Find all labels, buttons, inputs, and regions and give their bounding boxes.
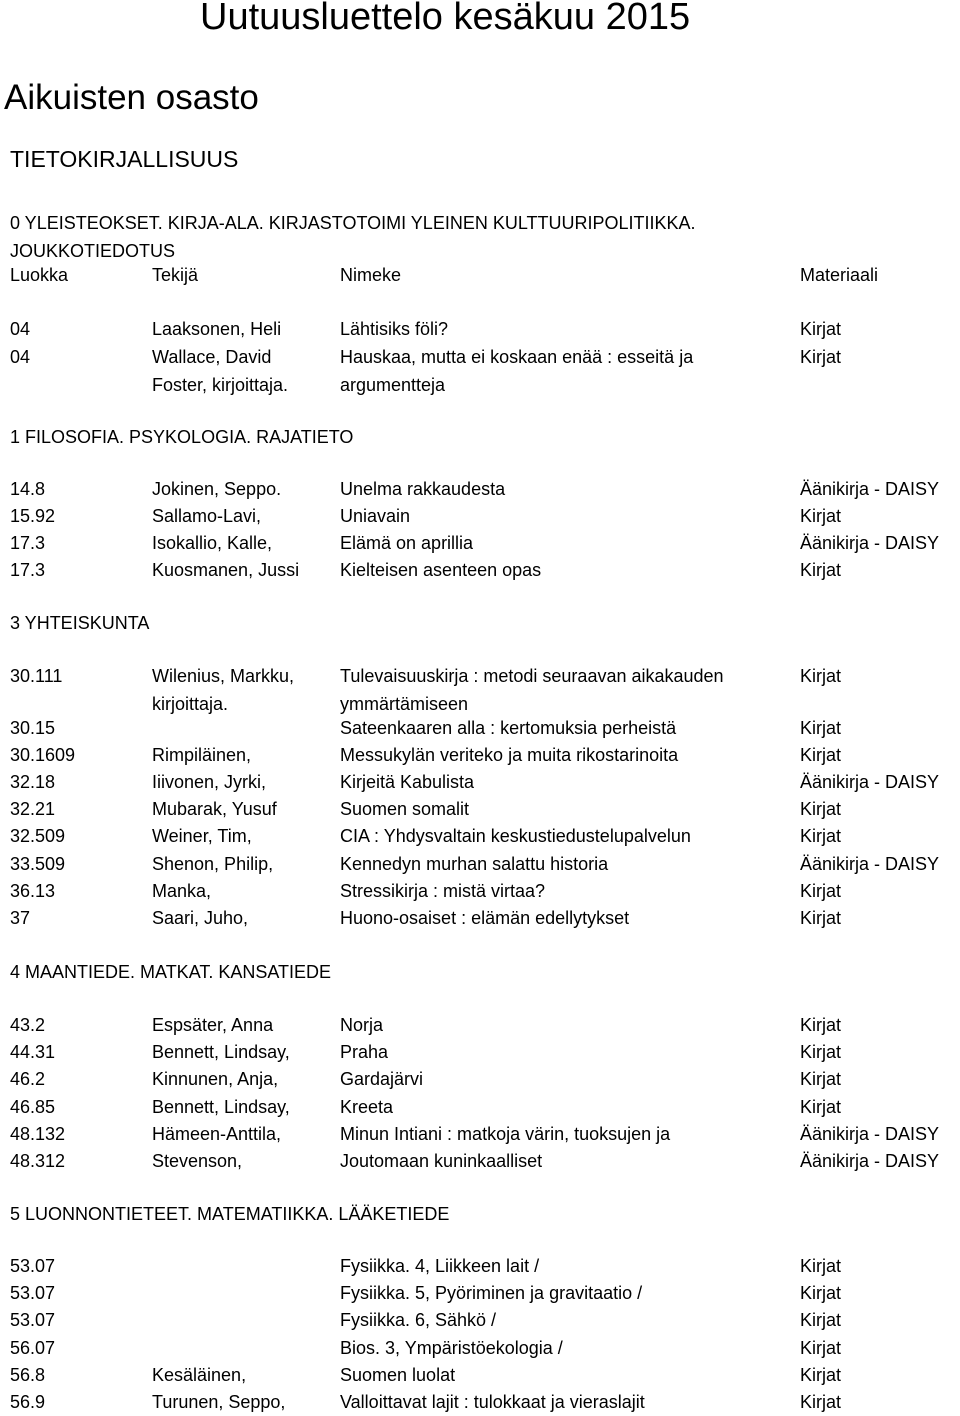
class-cell: 48.132 bbox=[10, 1124, 66, 1144]
material-cell: Äänikirja - DAISY bbox=[800, 533, 940, 553]
material-cell: Kirjat bbox=[800, 347, 842, 367]
class-cell: 32.21 bbox=[10, 799, 56, 819]
author-cell: Isokallio, Kalle, bbox=[152, 533, 273, 553]
title-cell: Kirjeitä Kabulista bbox=[340, 772, 475, 792]
category-heading: 4 MAANTIEDE. MATKAT. KANSATIEDE bbox=[10, 962, 332, 982]
title-cell: Minun Intiani : matkoja värin, tuoksujen ja bbox=[340, 1124, 671, 1144]
material-cell: Kirjat bbox=[800, 799, 842, 819]
material-cell: Kirjat bbox=[800, 1015, 842, 1035]
author-cell: Iiivonen, Jyrki, bbox=[152, 772, 267, 792]
material-cell: Kirjat bbox=[800, 1392, 842, 1412]
title-cell: CIA : Yhdysvaltain keskustiedustelupalvelun bbox=[340, 826, 691, 846]
class-cell: 04 bbox=[10, 347, 31, 367]
class-cell: 33.509 bbox=[10, 854, 66, 874]
title-cell: Sateenkaaren alla : kertomuksia perheistä bbox=[340, 718, 677, 738]
title-cell: Kreeta bbox=[340, 1097, 394, 1117]
author-cell: Bennett, Lindsay, bbox=[152, 1042, 290, 1062]
class-cell: 30.111 bbox=[10, 666, 63, 686]
author-cell: Wallace, David Foster, kirjoittaja. bbox=[152, 347, 289, 395]
title-cell: Joutomaan kuninkaalliset bbox=[340, 1151, 543, 1171]
page-title: Uutuusluettelo kesäkuu 2015 bbox=[200, 0, 691, 38]
material-cell: Äänikirja - DAISY bbox=[800, 479, 940, 499]
class-cell: 56.8 bbox=[10, 1365, 46, 1385]
material-cell: Kirjat bbox=[800, 560, 842, 580]
class-cell: 56.07 bbox=[10, 1338, 56, 1358]
column-header-material: Materiaali bbox=[800, 265, 879, 285]
author-cell: Mubarak, Yusuf bbox=[152, 799, 277, 819]
class-cell: 46.85 bbox=[10, 1097, 56, 1117]
title-cell: Fysiikka. 6, Sähkö / bbox=[340, 1310, 497, 1330]
title-cell: Bios. 3, Ympäristöekologia / bbox=[340, 1338, 563, 1358]
title-cell: Valloittavat lajit : tulokkaat ja vieraslajit bbox=[340, 1392, 645, 1412]
category-heading: 0 YLEISTEOKSET. KIRJA-ALA. KIRJASTOTOIMI YLEINEN KULTTUURIPOLITIIKKA. JOUKKOTIEDOTUS bbox=[10, 213, 696, 261]
category-heading: 1 FILOSOFIA. PSYKOLOGIA. RAJATIETO bbox=[10, 427, 354, 447]
author-cell: Espsäter, Anna bbox=[152, 1015, 274, 1035]
author-cell: Hämeen-Anttila, bbox=[152, 1124, 282, 1144]
author-cell: Shenon, Philip, bbox=[152, 854, 274, 874]
material-cell: Äänikirja - DAISY bbox=[800, 772, 940, 792]
author-cell: Wilenius, Markku, kirjoittaja. bbox=[152, 666, 295, 714]
class-cell: 30.15 bbox=[10, 718, 56, 738]
class-cell: 43.2 bbox=[10, 1015, 46, 1035]
class-cell: 44.31 bbox=[10, 1042, 56, 1062]
material-cell: Kirjat bbox=[800, 1256, 842, 1276]
class-cell: 14.8 bbox=[10, 479, 46, 499]
author-cell: Stevenson, bbox=[152, 1151, 243, 1171]
title-cell: Messukylän veriteko ja muita rikostarinoita bbox=[340, 745, 679, 765]
title-cell: Kielteisen asenteen opas bbox=[340, 560, 542, 580]
column-header-class: Luokka bbox=[10, 265, 69, 285]
material-cell: Kirjat bbox=[800, 1365, 842, 1385]
title-cell: Huono-osaiset : elämän edellytykset bbox=[340, 908, 630, 928]
category-heading: 5 LUONNONTIETEET. MATEMATIIKKA. LÄÄKETIEDE bbox=[10, 1204, 450, 1224]
category-heading: 3 YHTEISKUNTA bbox=[10, 613, 150, 633]
material-cell: Kirjat bbox=[800, 1283, 842, 1303]
column-header-title: Nimeke bbox=[340, 265, 402, 285]
class-cell: 17.3 bbox=[10, 560, 46, 580]
material-cell: Äänikirja - DAISY bbox=[800, 1151, 940, 1171]
class-cell: 30.1609 bbox=[10, 745, 76, 765]
material-cell: Kirjat bbox=[800, 718, 842, 738]
author-cell: Kesäläinen, bbox=[152, 1365, 247, 1385]
title-cell: Fysiikka. 5, Pyöriminen ja gravitaatio / bbox=[340, 1283, 643, 1303]
title-cell: Gardajärvi bbox=[340, 1069, 424, 1089]
author-cell: Sallamo-Lavi, bbox=[152, 506, 262, 526]
author-cell: Turunen, Seppo, bbox=[152, 1392, 286, 1412]
class-cell: 53.07 bbox=[10, 1283, 56, 1303]
author-cell: Weiner, Tim, bbox=[152, 826, 252, 846]
class-cell: 36.13 bbox=[10, 881, 56, 901]
material-cell: Kirjat bbox=[800, 319, 842, 339]
department-heading: Aikuisten osasto bbox=[4, 78, 259, 117]
class-cell: 32.509 bbox=[10, 826, 66, 846]
title-cell: Kennedyn murhan salattu historia bbox=[340, 854, 609, 874]
material-cell: Kirjat bbox=[800, 1097, 842, 1117]
column-header-author: Tekijä bbox=[152, 265, 199, 285]
author-cell: Kuosmanen, Jussi bbox=[152, 560, 300, 580]
column-headers bbox=[0, 265, 960, 289]
material-cell: Kirjat bbox=[800, 1069, 842, 1089]
title-cell: Fysiikka. 4, Liikkeen lait / bbox=[340, 1256, 540, 1276]
material-cell: Kirjat bbox=[800, 506, 842, 526]
material-cell: Kirjat bbox=[800, 1042, 842, 1062]
class-cell: 56.9 bbox=[10, 1392, 46, 1412]
class-cell: 32.18 bbox=[10, 772, 56, 792]
material-cell: Kirjat bbox=[800, 881, 842, 901]
title-cell: Stressikirja : mistä virtaa? bbox=[340, 881, 546, 901]
class-cell: 53.07 bbox=[10, 1256, 56, 1276]
title-cell: Suomen somalit bbox=[340, 799, 470, 819]
title-cell: Norja bbox=[340, 1015, 384, 1035]
title-cell: Tulevaisuuskirja : metodi seuraavan aikakauden ymmärtämiseen bbox=[340, 666, 724, 714]
title-cell: Hauskaa, mutta ei koskaan enää : esseitä ja argumentteja bbox=[340, 347, 694, 395]
class-cell: 37 bbox=[10, 908, 31, 928]
title-cell: Lähtisiks föli? bbox=[340, 319, 449, 339]
author-cell: Laaksonen, Heli bbox=[152, 319, 282, 339]
material-cell: Kirjat bbox=[800, 1338, 842, 1358]
material-cell: Äänikirja - DAISY bbox=[800, 1124, 940, 1144]
author-cell: Rimpiläinen, bbox=[152, 745, 252, 765]
material-cell: Kirjat bbox=[800, 1310, 842, 1330]
title-cell: Elämä on aprillia bbox=[340, 533, 474, 553]
author-cell: Bennett, Lindsay, bbox=[152, 1097, 290, 1117]
material-cell: Kirjat bbox=[800, 666, 842, 686]
title-cell: Unelma rakkaudesta bbox=[340, 479, 506, 499]
author-cell: Kinnunen, Anja, bbox=[152, 1069, 279, 1089]
author-cell: Manka, bbox=[152, 881, 212, 901]
author-cell: Saari, Juho, bbox=[152, 908, 249, 928]
class-cell: 17.3 bbox=[10, 533, 46, 553]
material-cell: Kirjat bbox=[800, 745, 842, 765]
class-cell: 46.2 bbox=[10, 1069, 46, 1089]
author-cell: Jokinen, Seppo. bbox=[152, 479, 282, 499]
material-cell: Kirjat bbox=[800, 826, 842, 846]
section-heading: TIETOKIRJALLISUUS bbox=[10, 146, 239, 172]
class-cell: 53.07 bbox=[10, 1310, 56, 1330]
class-cell: 15.92 bbox=[10, 506, 56, 526]
class-cell: 48.312 bbox=[10, 1151, 66, 1171]
class-cell: 04 bbox=[10, 319, 31, 339]
title-cell: Suomen luolat bbox=[340, 1365, 456, 1385]
material-cell: Äänikirja - DAISY bbox=[800, 854, 940, 874]
title-cell: Uniavain bbox=[340, 506, 411, 526]
title-cell: Praha bbox=[340, 1042, 389, 1062]
material-cell: Kirjat bbox=[800, 908, 842, 928]
